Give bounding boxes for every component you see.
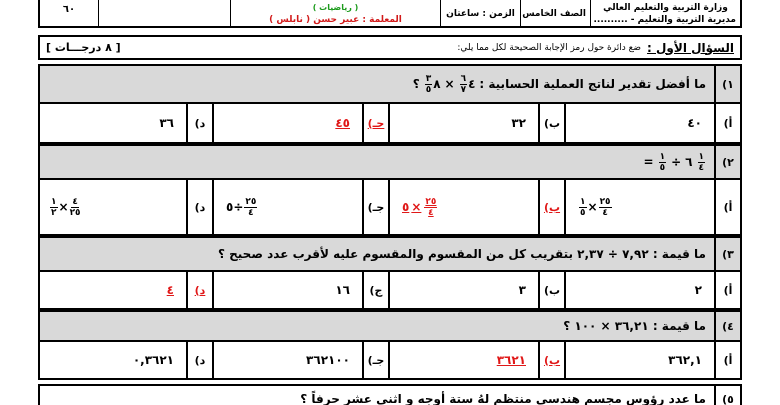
question-1 [38, 64, 742, 104]
question-5 [38, 384, 742, 405]
times-sign: × [58, 200, 69, 214]
numerator: ٤ [72, 196, 78, 207]
options-row-1 [38, 104, 742, 144]
option-value-correct[interactable] [388, 342, 538, 378]
numerator: ٢٥ [245, 196, 257, 207]
fraction [425, 74, 433, 95]
option-letter[interactable]: ب) [538, 104, 564, 142]
option-letter[interactable]: أ) [714, 342, 740, 378]
denominator: ٥ [580, 207, 586, 218]
mixed-number-b [459, 74, 476, 95]
options-row-2 [38, 180, 742, 236]
worksheet-page [38, 0, 742, 405]
whole-part: ٤ [468, 77, 476, 91]
question-mark: ؟ [412, 77, 420, 91]
option-value[interactable]: ٢ [564, 272, 714, 308]
option-b[interactable] [388, 104, 564, 142]
subject-line: ( رياضيات ) [312, 3, 359, 12]
option-letter[interactable]: د) [186, 180, 212, 234]
fraction [70, 197, 81, 218]
option-letter[interactable]: جـ) [362, 180, 388, 234]
options-row-4 [38, 342, 742, 380]
fraction [244, 197, 257, 218]
correct-answer: ٤ [166, 283, 174, 297]
fraction [698, 152, 706, 173]
score-cell: ٦٠ [62, 4, 76, 15]
time-cell: الزمن : ساعتان [440, 0, 520, 26]
teacher-label: المعلمة : [362, 15, 402, 25]
fraction [424, 197, 437, 218]
denominator: ٤ [698, 162, 704, 173]
whole-part: ٥ [226, 200, 234, 214]
option-letter[interactable]: ج) [362, 272, 388, 308]
option-value[interactable]: ١٦ [212, 272, 362, 308]
section-instruction: ضع دائرة حول رمز الإجابة الصحيحة لكل مما يلي: [457, 42, 642, 53]
option-c[interactable] [212, 342, 388, 378]
question-3 [38, 236, 742, 272]
option-c[interactable] [212, 104, 388, 142]
numerator: ١ [698, 151, 704, 162]
correct-answer [402, 197, 438, 218]
question-number: ١) [714, 66, 740, 102]
numerator: ١ [51, 196, 57, 207]
header-blank-cell [98, 0, 230, 26]
option-value[interactable]: ٠,٣٦٢١ [132, 353, 174, 367]
question-text [636, 152, 714, 173]
denominator: ٢ [51, 207, 57, 218]
grade-cell: الصف الخامس [520, 0, 590, 26]
option-d[interactable] [37, 180, 212, 234]
question-number: ٣) [714, 238, 740, 270]
section-marks: [ ٨ درجـــات ] [46, 41, 121, 54]
denominator: ٥ [659, 162, 666, 173]
option-value[interactable] [212, 180, 362, 234]
option-a[interactable] [564, 342, 740, 378]
option-value[interactable]: ٣ [388, 272, 538, 308]
option-value[interactable]: ٤٠ [564, 104, 714, 142]
option-value[interactable]: ٣٦ [159, 116, 174, 130]
exam-header [38, 0, 742, 28]
option-letter[interactable]: د) [186, 272, 212, 308]
question-4 [38, 310, 742, 342]
ministry-line-2: مديرية التربية والتعليم - .......... [593, 15, 736, 25]
option-letter[interactable]: جـ) [362, 342, 388, 378]
question-number: ٢) [714, 146, 740, 178]
option-letter[interactable]: ب) [538, 342, 564, 378]
question-number: ٥) [714, 386, 740, 405]
times-sign: × [411, 200, 422, 214]
times-sign: × [444, 77, 455, 91]
equals-sign: = [643, 155, 654, 169]
option-letter[interactable]: د) [186, 342, 212, 378]
option-value-correct[interactable] [212, 104, 362, 142]
divide-sign: ÷ [671, 155, 682, 169]
question-text: ما قيمة : ٣٦,٢١ × ١٠٠ ؟ [563, 319, 706, 333]
fraction [50, 197, 58, 218]
option-letter[interactable]: ب) [538, 272, 564, 308]
question-2 [38, 144, 742, 180]
option-d[interactable] [37, 272, 212, 308]
question-text [405, 74, 714, 95]
option-a[interactable] [564, 180, 740, 234]
option-value-correct[interactable] [388, 180, 538, 234]
option-value-correct[interactable] [37, 272, 186, 308]
option-value[interactable] [37, 180, 186, 234]
option-b[interactable] [388, 342, 564, 378]
option-c[interactable] [212, 272, 388, 308]
teacher-cell [230, 0, 440, 26]
denominator: ٢٥ [69, 207, 81, 218]
denominator: ٧ [460, 84, 467, 95]
option-letter[interactable]: د) [186, 104, 212, 142]
option-a[interactable] [564, 104, 740, 142]
question-prompt: ما أفضل تقدير لناتج العملية الحسابية : [479, 77, 706, 91]
fraction [659, 152, 667, 173]
numerator: ٢٥ [599, 196, 611, 207]
mixed-number-a [424, 74, 441, 95]
teacher-name: عبير حسن ( نابلس ) [269, 15, 360, 25]
divide-sign: ÷ [233, 200, 244, 214]
denominator: ٤ [602, 207, 608, 218]
whole-part: ٥ [402, 200, 410, 214]
ministry-cell [590, 0, 740, 26]
option-c[interactable] [212, 180, 388, 234]
option-a[interactable] [564, 272, 740, 308]
correct-answer: ٤٥ [335, 116, 350, 130]
numerator: ٢٥ [425, 196, 437, 207]
option-value[interactable] [564, 180, 714, 234]
question-number: ٤) [714, 312, 740, 340]
options-row-3 [38, 272, 742, 310]
denominator: ٥ [425, 84, 432, 95]
fraction [599, 197, 612, 218]
times-sign: × [587, 200, 598, 214]
option-b[interactable] [388, 180, 564, 234]
numerator: ٦ [460, 73, 467, 84]
fraction [579, 197, 587, 218]
option-value[interactable]: ٣٦٢١٠٠ [212, 342, 362, 378]
numerator: ١ [659, 151, 666, 162]
option-letter[interactable]: أ) [714, 180, 740, 234]
question-text: ما قيمة : ٧,٩٢ ÷ ٢,٣٧ بتقريب كل من المقسوم والمقسوم عليه لأقرب عدد صحيح ؟ [218, 247, 706, 261]
whole-part: ٦ [685, 155, 693, 169]
ministry-line-1: وزارة التربية والتعليم العالي [603, 3, 728, 13]
option-letter[interactable]: جـ) [362, 104, 388, 142]
numerator: ١ [580, 196, 586, 207]
correct-answer: ٣٦٢١ [496, 353, 526, 367]
option-value[interactable]: ٣٢ [388, 104, 538, 142]
option-d[interactable] [37, 104, 212, 142]
option-letter[interactable]: أ) [714, 272, 740, 308]
fraction [460, 74, 468, 95]
denominator: ٤ [248, 207, 254, 218]
numerator: ٣ [425, 73, 432, 84]
option-letter[interactable]: ب) [538, 180, 564, 234]
option-b[interactable] [388, 272, 564, 308]
denominator: ٤ [428, 207, 434, 218]
option-value[interactable]: ٣٦٢,١ [564, 342, 714, 378]
section-header [38, 35, 742, 60]
whole-part: ٨ [433, 77, 441, 91]
option-d[interactable] [37, 342, 212, 378]
question-text: ما عدد رؤوس مجسم هندسي منتظم لهُ ستة أوجه و اثني عشر حرفاً ؟ [300, 392, 706, 405]
section-title: السؤال الأول : [647, 40, 734, 55]
option-letter[interactable]: أ) [714, 104, 740, 142]
